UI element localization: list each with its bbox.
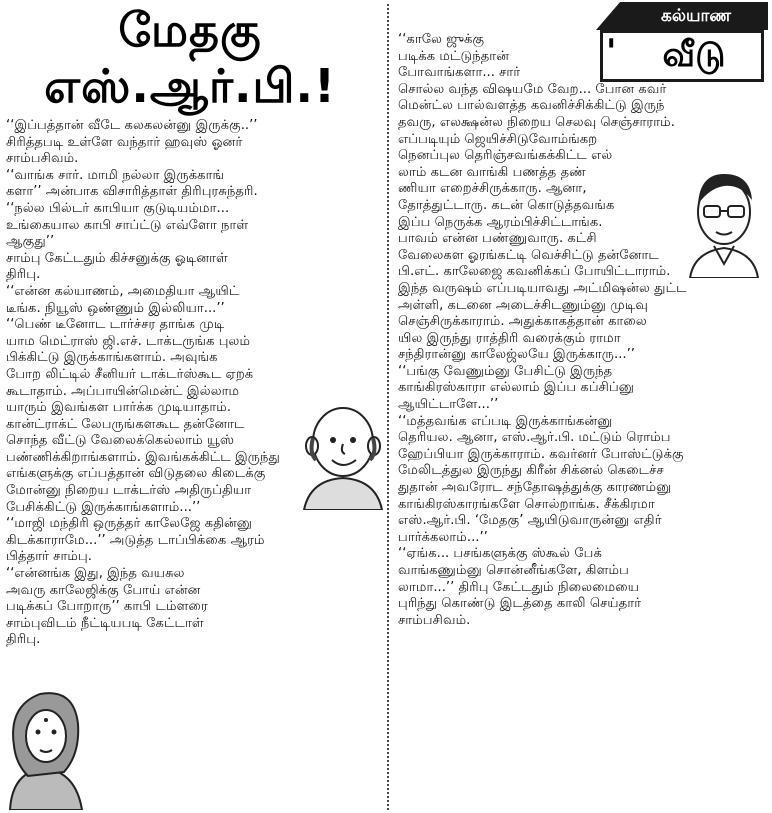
boy-with-glasses-icon [680,160,768,278]
logo-quote-mark: ' [606,32,617,72]
headline-line-2: எஸ்.ஆர்.பி.! [44,59,336,113]
paragraph: ‘‘இப்பத்தான் வீடே கலகலன்னு இருக்கு..’’ சிரித்தபடி உள்ளே வந்தார் ஹவுஸ் ஓனர் சாம்பசிவம். [6,118,258,167]
paragraph: ‘‘வாங்க சார். மாமி நல்லா இருக்காங் களா’’ அன்பாக விசாரித்தாள் திரிபுரசுந்தரி. [6,167,258,200]
paragraph: ‘‘நல்ல பில்டர் காபியா குடுடியம்மா... உங்கையால காபி சாப்ட்டு எவ்ளோ நாள் ஆகுது’’ [6,200,249,250]
bald-man-icon [300,398,386,510]
article-column-left [6,118,380,649]
paragraph: ‘‘மத்தவங்க எப்படி இருக்காங்கன்னு தெரியல. ஆனா, எஸ்.ஆர்.பி. மட்டும் ரொம்ப ஹேப்பியா இருக்காராம். கவர்னர் போஸ்ட்டுக்கு மேலிடத்துல இருந்து கிரீன் சிக்னல் கெடைச்ச துதான் அவரோட சந்தோஷத்துக்கு காரணம்னு காங்கிரஸ்காரங்களே சொல்றாங்க. சீக்கிரமா எஸ்.ஆர்.பி. ‘மேதகு’ ஆயிடுவாருன்னு எதிர் பார்க்கலாம்...’’ [398,413,684,545]
paragraph: சாம்பு கேட்டதும் கிச்சனுக்கு ஓடினாள் திரிபு. [6,250,228,283]
paragraph: ‘‘மாஜி மந்திரி ஒருத்தர் காலேஜே கதின்னு கிடக்காராமே...’’ அடுத்த டாப்பிக்கை ஆரம் பித்தார் சாம்பு. [6,516,265,565]
paragraph: ‘‘பெண் டீனோட டார்ச்சர தாங்க முடி யாம மெட்ராஸ் ஜி.எச். டாக்டருங்க புலம் பிக்கிட்டு இருக்காங்களாம். அவுங்க போற லிட்டில் சீனியர் டாக்டர்ஸ்கூட ஏறக் கூடாதாம். அப்பாயின்மென்ட் இல்லாம யாரும் இவங்கள பார்க்க முடியாதாம். கான்ட்ராக்ட் லேபருங்களகூட தன்னோட சொந்த வீட்டு வேலைக்கெல்லாம் யூஸ் பண்ணிக்கிறாங்களாம். இவங்கக்கிட்ட இருந்து எங்களுக்கு எப்பத்தான் விடுதலை கிடைக்கு மோன்னு நிறைய டாக்டர்ஸ் அதிருப்தியா பேசிக்கிட்டு இருக்காங்களாம்...’’ [6,317,280,515]
article-column-right [398,32,766,629]
paragraph: ‘‘என்ன கல்யாணம், அமைதியா ஆயிட் டீங்க. நியூஸ் ஒண்ணும் இல்லியா...’’ [6,283,240,316]
headline-line-1: மேதகு [118,3,262,57]
logo-top-text: கல்யாண [660,6,732,26]
woman-with-scarf-icon [4,676,86,810]
column-divider [387,4,389,810]
paragraph: ‘‘ஏங்க... பசங்களுக்கு ஸ்கூல் பேக் வாங்கணும்னு சொன்னீங்களே, கிளம்ப லாமா...’’ திரிபு கேட்டதும் நிலைமையை புரிந்து கொண்டு இடத்தை காலி செய்தார் சாம்பசிவம். [398,546,642,628]
paragraph: ‘‘பங்கு வேணும்னு பேசிட்டு இருந்த காங்கிரஸ்காரா எல்லாம் இப்ப கப்சிப்னு ஆயிட்டாளே...’’ [398,363,635,413]
paragraph: ‘‘காலே ஜுக்கு படிக்க மட்டுந்தான் போவாங்களா... சார் சொல்ல வந்த விஷயமே வேற... போன கவர் மென்ட்ல பால்வளத்த கவனிச்சிக்கிட்டு இருந் தவரு, எலக்ஷன்ல நிறைய செலவு செஞ்சாராம். எப்படியும் ஜெயிச்சிடுவோம்ங்கற நெனப்புல தெரிஞ்சவங்கக்கிட்ட எல் லாம் கடன வாங்கி பணத்த தண் ணியா எறைச்சிருக்காரு. ஆனா, தோத்துட்டாரு. கடன் கொடுத்தவங்க இப்ப நெருக்க ஆரம்பிச்சிட்டாங்க. பாவம் என்ன பண்ணுவாரு. கட்சி வேலைகள ஓரங்கட்டி வெச்சிட்டு தன்னோட பி.எட். காலேஜை கவனிக்கப் போயிட்டாராம். இந்த வருஷம் எப்படியாவது அட்மிஷன்ல துட்ட அள்ளி, கடனை அடைச்சிடணும்னு முடிவு செஞ்சிருக்காராம். அதுக்காகத்தான் காலை யில இருந்து ராத்திரி வரைக்கும் ராமா சந்திரான்னு காலேஜ்லயே இருக்காரு...’’ [398,32,687,363]
paragraph: ‘‘என்னங்க இது, இந்த வயசுல அவரு காலேஜிக்கு போய் என்ன படிக்கப் போறாரு’’ காபி டம்ளரை சாம்புவிடம் நீட்டியபடி கேட்டாள் திரிபு. [6,566,208,648]
logo-main-text: வீடு [662,35,726,75]
